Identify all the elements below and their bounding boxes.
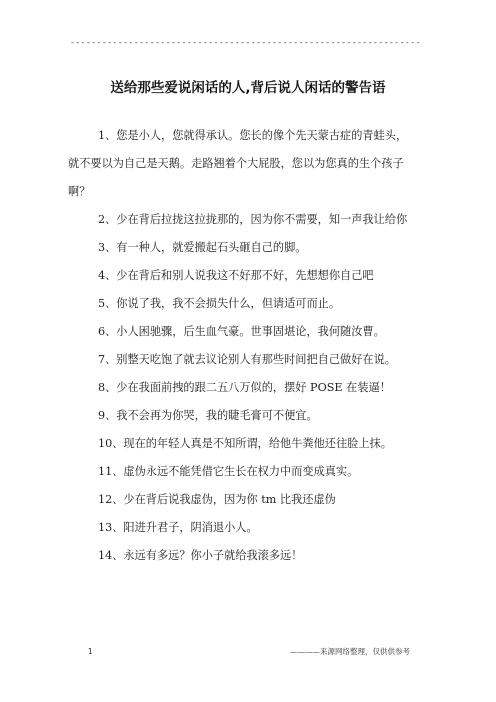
list-item-12: 12、少在背后说我虚伪，因为你 tm 比我还虚伪 bbox=[98, 493, 336, 506]
list-item-7: 7、别整天吃饱了就去议论别人有那些时间把自己做好在说。 bbox=[98, 353, 396, 366]
list-item-10: 10、现在的年轻人真是不知所谓，给他牛粪他还往脸上抹。 bbox=[98, 437, 392, 450]
list-item-8: 8、少在我面前拽的跟二五八万似的，摆好 POSE 在装逼！ bbox=[98, 381, 391, 394]
document-body bbox=[68, 122, 423, 570]
page-number: 1 bbox=[88, 647, 93, 656]
list-item-1-line-2: 就不要以为自己是天鹅。走路翘着个大屁股，您以为您真的生个孩子 bbox=[68, 157, 404, 170]
list-item-1 bbox=[88, 122, 423, 150]
list-item-1-continuation-2 bbox=[68, 178, 423, 206]
footer-source-note: ————来源网络整理，仅供供参考 bbox=[290, 647, 410, 656]
list-item-6: 6、小人困驰骤，后生血气豪。世事固堪论，我何随汝曹。 bbox=[98, 325, 385, 338]
list-item-1-line-3: 啊？ bbox=[68, 185, 91, 198]
list-item-11: 11、虚伪永远不能凭借它生长在权力中而变成真实。 bbox=[98, 465, 359, 478]
list-item-1-line-1: 1、您是小人，您就得承认。您长的像个先天蒙古症的青蛙头， bbox=[98, 129, 408, 142]
list-item-14: 14、永远有多远？你小子就给我滚多远！ bbox=[98, 549, 303, 562]
list-item-9: 9、我不会再为你哭，我的睫毛膏可不便宜。 bbox=[98, 409, 318, 422]
header-dashed-rule: ------------------------------------------------------------------ bbox=[70, 38, 421, 47]
list-item-2: 2、少在背后拉拢这拉拢那的，因为你不需要，知一声我让给你 bbox=[98, 213, 408, 226]
list-item-13: 13、阳进升君子，阴消退小人。 bbox=[98, 521, 258, 534]
list-item-5: 5、你说了我，我不会损失什么，但请适可而止。 bbox=[98, 297, 341, 310]
list-item-1-continuation bbox=[68, 150, 423, 178]
list-item-4: 4、少在背后和别人说我这不好那不好，先想想你自己吧 bbox=[98, 269, 374, 282]
list-item-3: 3、有一种人，就爱搬起石头砸自己的脚。 bbox=[98, 241, 307, 254]
document-title: 送给那些爱说闲话的人,背后说人闲话的警告语 bbox=[110, 80, 386, 96]
